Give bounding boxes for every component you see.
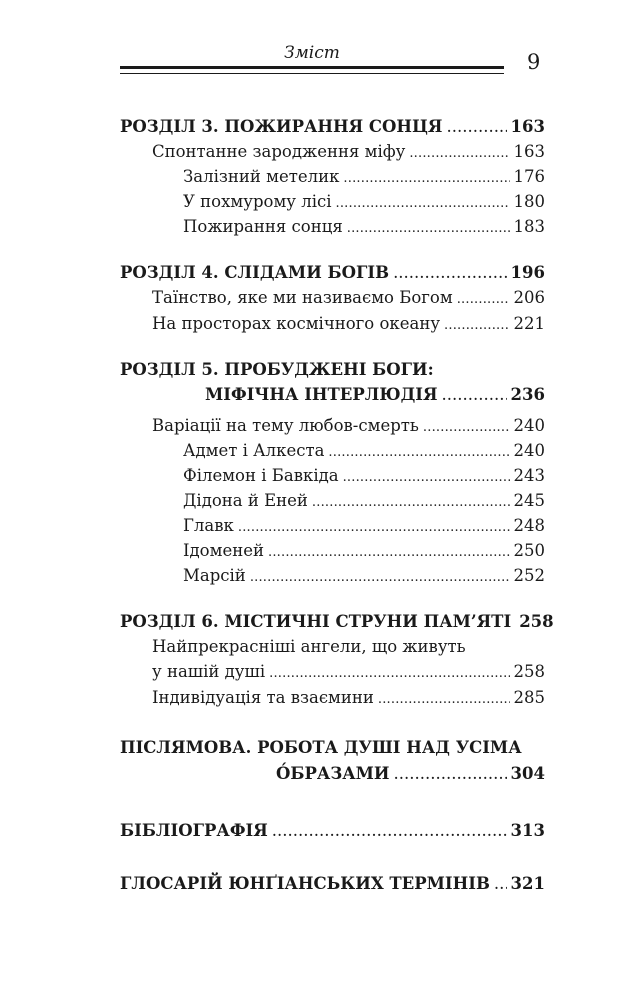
toc-entry-page: 252 [513,566,545,585]
toc-entry-afterword [276,761,545,787]
toc-entry-section [152,659,545,685]
toc-entry-title: Ідоменей [183,541,264,560]
toc-entry-title: Пожирання сонця [183,217,343,236]
toc-leader-dots [442,382,507,408]
toc-entry-chapter-4 [120,260,545,286]
toc-entry-subsection [183,463,545,489]
toc-entry-section [152,139,545,165]
toc-entry-title: Таїнство, яке ми називаємо Богом [152,288,453,307]
toc-entry-page: 240 [513,441,545,460]
toc-leader-dots [494,871,507,897]
toc-entry-title: Спонтанне зародження міфу [152,142,406,161]
toc-entry-page: 304 [510,764,545,783]
toc-entry-section [152,413,545,439]
toc-entry-title: РОЗДІЛ 6. МІСТИЧНІ СТРУНИ ПАМ’ЯТІ [120,612,512,631]
toc-entry-title: Філемон і Бавкіда [183,466,339,485]
toc-entry-chapter-5-line-1: РОЗДІЛ 5. ПРОБУДЖЕНІ БОГИ: [120,360,434,379]
toc-entry-glossary [120,871,545,897]
toc-entry-subsection [183,189,545,215]
toc-entry-page: 221 [513,314,545,333]
toc-entry-page: 183 [513,217,545,236]
toc-leader-dots [250,565,510,591]
toc-entry-title: БІБЛІОГРАФІЯ [120,821,268,840]
toc-leader-dots [446,114,506,140]
running-title: Зміст [284,43,340,63]
toc-entry-title: РОЗДІЛ 4. СЛІДАМИ БОГІВ [120,263,390,282]
toc-entry-title: у нашій душі [152,662,266,681]
toc-entry-chapter-3 [120,114,545,140]
toc-entry-section [152,285,545,311]
toc-entry-subsection [183,563,545,589]
toc-entry-page: 163 [510,117,545,136]
toc-entry-page: 196 [510,263,545,282]
toc-entry-title: Адмет і Алкеста [183,441,325,460]
toc-entry-page: 258 [519,612,554,631]
toc-entry-chapter-6 [120,609,554,635]
toc-leader-dots [378,687,510,713]
toc-entry-page: 163 [513,142,545,161]
toc-entry-chapter-5 [205,382,545,408]
toc-entry-page: 243 [513,466,545,485]
toc-entry-afterword-line-1: ПІСЛЯМОВА. РОБОТА ДУШІ НАД УСІМА [120,738,522,757]
toc-entry-subsection [183,513,545,539]
toc-entry-title: На просторах космічного океану [152,314,441,333]
toc-leader-dots [272,818,507,844]
toc-entry-subsection [183,214,545,240]
toc-leader-dots [444,313,509,339]
toc-entry-section-line-1: Найпрекрасніші ангели, що живуть [152,637,466,656]
toc-entry-page: 313 [510,821,545,840]
toc-entry-title: ГЛОСАРІЙ ЮНҐІАНСЬКИХ ТЕРМІНІВ [120,874,490,893]
toc-entry-title: Залізний метелик [183,167,340,186]
toc-leader-dots [457,287,510,313]
toc-leader-dots [269,661,509,687]
toc-entry-title: У похмурому лісі [183,192,332,211]
toc-entry-title: Главк [183,516,234,535]
toc-leader-dots [394,761,507,787]
toc-entry-page: 240 [513,416,545,435]
toc-entry-title: РОЗДІЛ 3. ПОЖИРАННЯ СОНЦЯ [120,117,443,136]
toc-entry-page: 258 [513,662,545,681]
toc-entry-title: Марсій [183,566,246,585]
toc-entry-subsection [183,488,545,514]
toc-leader-dots [393,260,506,286]
toc-entry-section [152,685,545,711]
toc-entry-section [152,311,545,337]
toc-entry-subsection [183,164,545,190]
toc-entry-subsection [183,438,545,464]
toc-entry-subsection [183,538,545,564]
header-rule-thick [120,66,504,69]
toc-entry-page: 250 [513,541,545,560]
toc-entry-page: 180 [513,192,545,211]
toc-entry-title: МІФІЧНА ІНТЕРЛЮДІЯ [205,385,438,404]
toc-entry-bibliography [120,818,545,844]
toc-entry-title: Дідона й Еней [183,491,308,510]
toc-entry-page: 285 [513,688,545,707]
toc-entry-title: О́БРАЗАМИ [276,764,390,783]
toc-entry-title: Варіації на тему любов-смерть [152,416,419,435]
toc-entry-page: 245 [513,491,545,510]
toc-entry-page: 236 [510,385,545,404]
toc-entry-title: Індивідуація та взаємини [152,688,374,707]
toc-entry-page: 206 [513,288,545,307]
page-number: 9 [527,50,541,74]
toc-entry-page: 176 [513,167,545,186]
toc-leader-dots [347,216,510,242]
toc-entry-page: 321 [510,874,545,893]
toc-entry-page: 248 [513,516,545,535]
header-rule-thin [120,73,504,74]
